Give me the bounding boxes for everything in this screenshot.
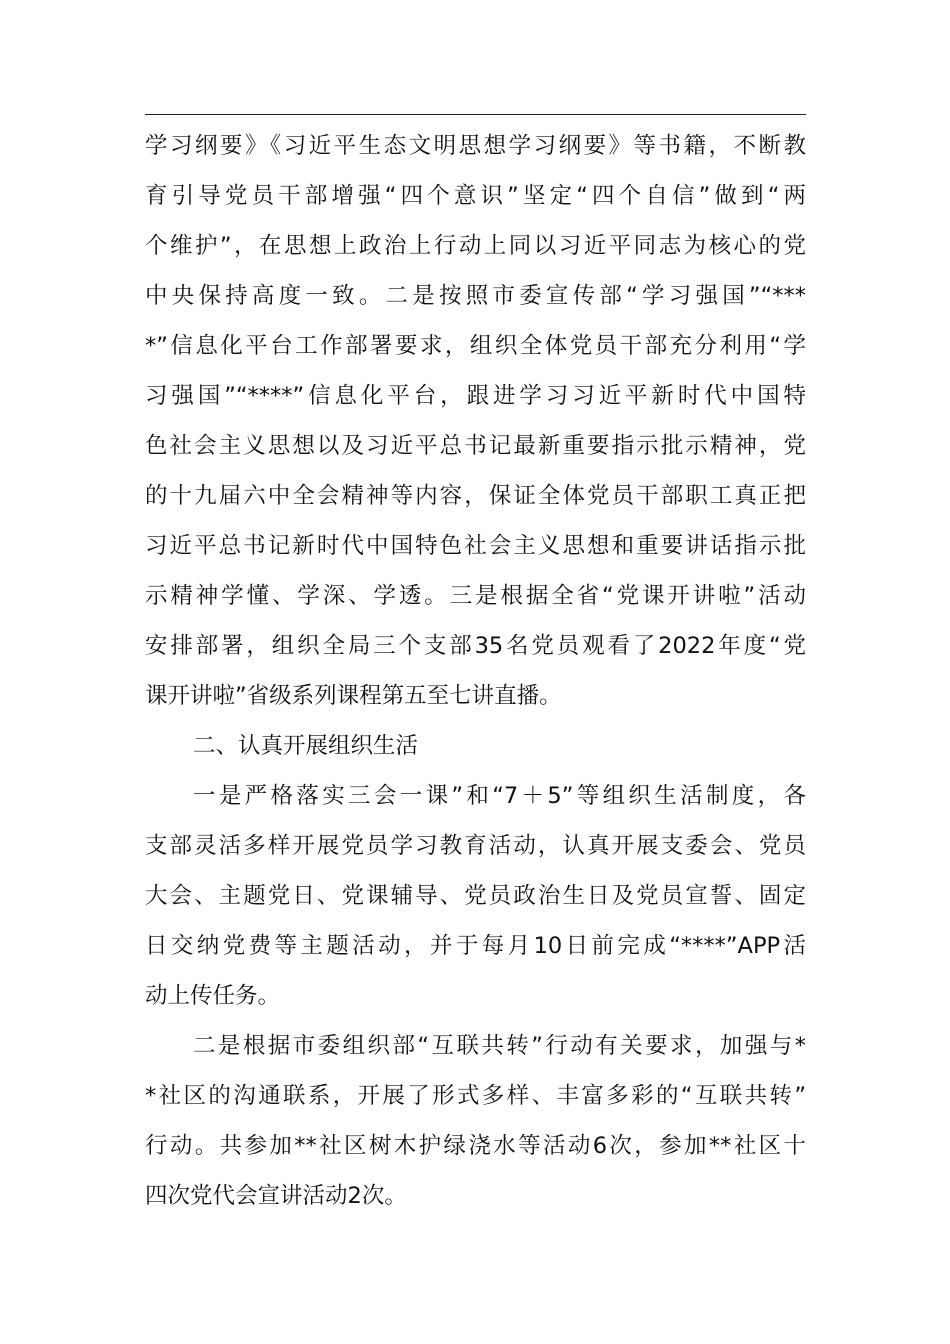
paragraph-line: 日交纳党费等主题活动，并于每月10日前完成“****”APP活	[145, 933, 806, 959]
paragraph-line: 安排部署，组织全局三个支部35名党员观看了2022年度“党	[145, 633, 806, 659]
paragraph-line: 一是严格落实三会一课”和“7＋5”等组织生活制度，各	[193, 783, 806, 809]
paragraph-line: 动上传任务。	[145, 983, 281, 1009]
paragraph-line: 育引导党员干部增强“四个意识”坚定“四个自信”做到“两	[145, 183, 806, 209]
paragraph-line: 课开讲啦”省级系列课程第五至七讲直播。	[145, 683, 562, 709]
paragraph-line: 中央保持高度一致。二是按照市委宣传部“学习强国”“***	[145, 283, 806, 309]
paragraph-line: 习近平总书记新时代中国特色社会主义思想和重要讲话指示批	[145, 533, 806, 559]
paragraph-line: *社区的沟通联系，开展了形式多样、丰富多彩的“互联共转”	[145, 1083, 806, 1109]
paragraph-line: 色社会主义思想以及习近平总书记最新重要指示批示精神，党	[145, 433, 806, 459]
paragraph-line: 学习纲要》《习近平生态文明思想学习纲要》等书籍，不断教	[145, 133, 806, 159]
section-heading: 二、认真开展组织生活	[193, 733, 419, 759]
paragraph-line: 习强国”“****”信息化平台，跟进学习习近平新时代中国特	[145, 383, 806, 409]
paragraph-line: 大会、主题党日、党课辅导、党员政治生日及党员宣誓、固定	[145, 883, 806, 909]
paragraph-line: 二是根据市委组织部“互联共转”行动有关要求，加强与*	[193, 1033, 806, 1059]
paragraph-line: 行动。共参加**社区树木护绿浇水等活动6次，参加**社区十	[145, 1133, 806, 1159]
paragraph-line: 的十九届六中全会精神等内容，保证全体党员干部职工真正把	[145, 483, 806, 509]
paragraph-line: 示精神学懂、学深、学透。三是根据全省“党课开讲啦”活动	[145, 583, 806, 609]
paragraph-line: 四次党代会宣讲活动2次。	[145, 1183, 407, 1209]
header-rule	[145, 114, 806, 115]
paragraph-line: 个维护”，在思想上政治上行动上同以习近平同志为核心的党	[145, 233, 806, 259]
paragraph-line: *”信息化平台工作部署要求，组织全体党员干部充分利用“学	[145, 333, 806, 359]
paragraph-line: 支部灵活多样开展党员学习教育活动，认真开展支委会、党员	[145, 833, 806, 859]
